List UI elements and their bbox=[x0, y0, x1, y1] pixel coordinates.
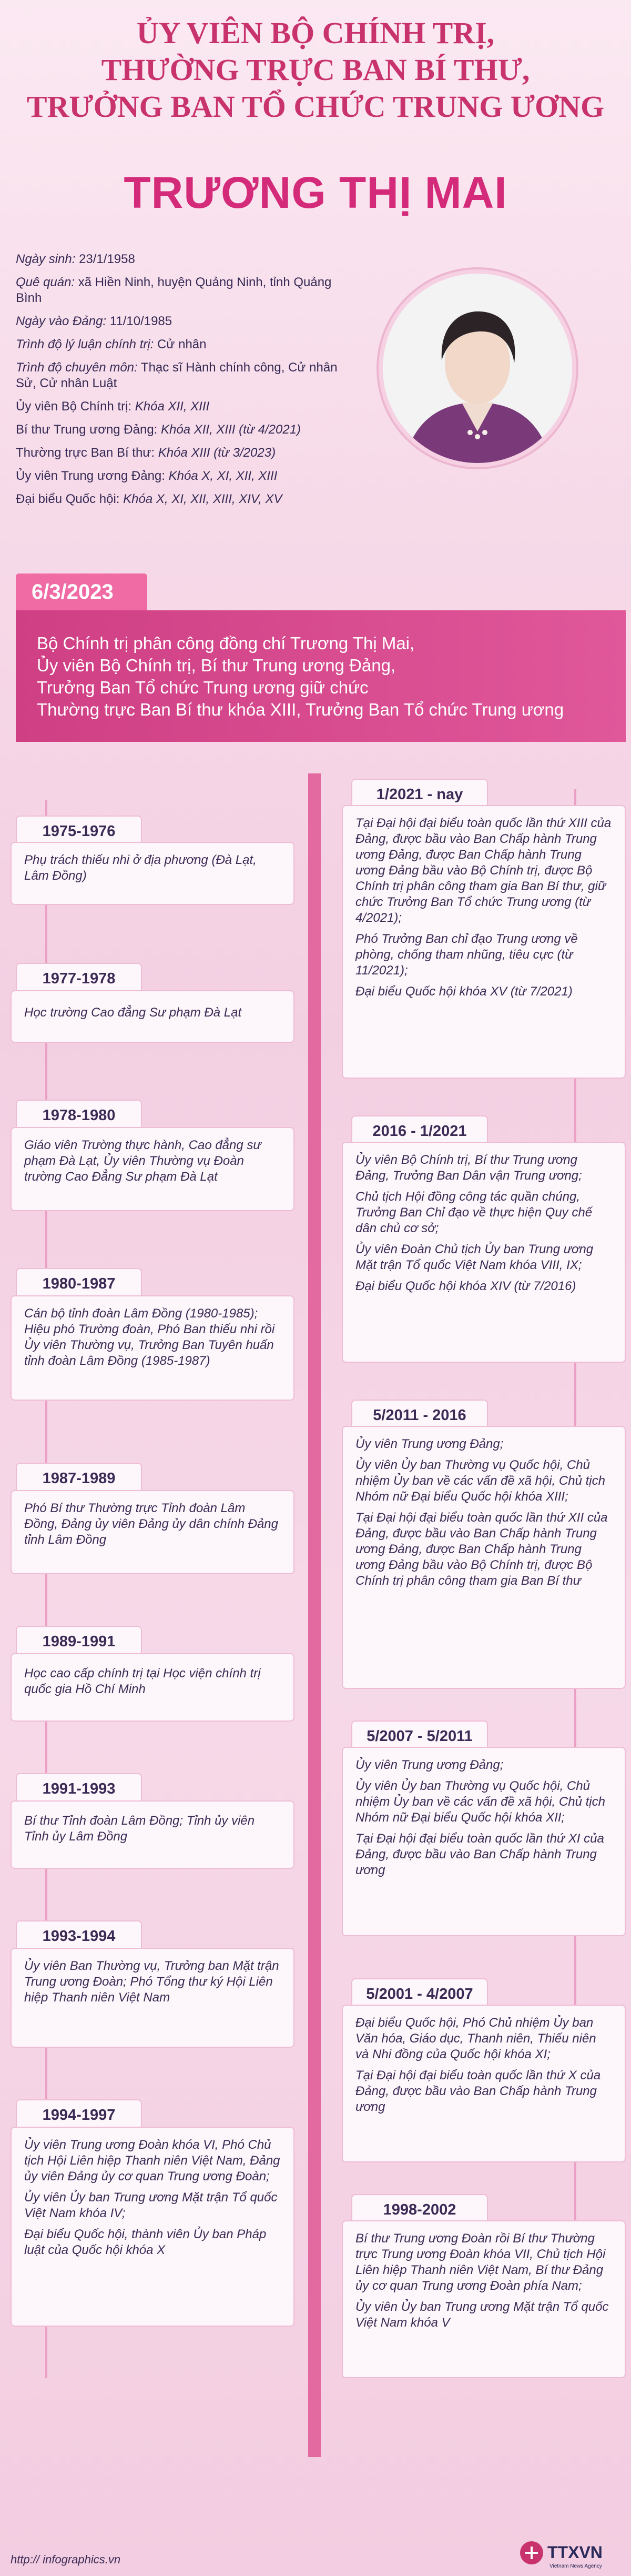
profile-row: Trình độ lý luận chính trị: Cử nhân bbox=[16, 337, 207, 351]
left-period-tag: 1993-1994 bbox=[16, 1920, 142, 1952]
headline-line-1: ỦY VIÊN BỘ CHÍNH TRỊ, bbox=[136, 16, 495, 50]
portrait-icon bbox=[383, 274, 572, 463]
right-period-tag: 1/2021 - nay bbox=[351, 779, 488, 810]
left-period-card: Giáo viên Trường thực hành, Cao đẳng sư phạm Đà Lạt, Ủy viên Thường vụ Đoàn trường Cao Đẳng Sư phạm Đà Lạt bbox=[11, 1127, 294, 1211]
profile-row: Bí thư Trung ương Đảng: Khóa XII, XIII (từ 4/2021) bbox=[16, 422, 301, 437]
left-period-card: Phụ trách thiếu nhi ở địa phương (Đà Lạt, Lâm Đồng) bbox=[11, 842, 294, 905]
headline-line-3: TRƯỞNG BAN TỔ CHỨC TRUNG ƯƠNG bbox=[26, 89, 605, 124]
profile-row: Ủy viên Bộ Chính trị: Khóa XII, XIII bbox=[16, 399, 210, 414]
left-period-card: Cán bộ tỉnh đoàn Lâm Đồng (1980-1985); Hiệu phó Trường đoàn, Phó Ban thiếu nhi rồi Ủy viên Thường vụ, Trưởng Ban Tuyên huấn tỉnh đoàn Lâm Đồng (1985-1987) bbox=[11, 1295, 294, 1401]
announcement-line: Trưởng Ban Tổ chức Trung ương giữ chức bbox=[37, 678, 369, 697]
left-period-card: Ủy viên Ban Thường vụ, Trưởng ban Mặt trận Trung ương Đoàn; Phó Tổng thư ký Hội Liên hiệp Thanh niên Việt Nam bbox=[11, 1948, 294, 2048]
left-period-tag: 1977-1978 bbox=[16, 963, 142, 994]
announcement-date: 6/3/2023 bbox=[16, 573, 147, 610]
right-period-tag: 5/2007 - 5/2011 bbox=[351, 1720, 488, 1752]
right-period-tag: 5/2001 - 4/2007 bbox=[351, 1978, 488, 2010]
logo-text: TTXVN bbox=[547, 2543, 603, 2562]
left-period-tag: 1978-1980 bbox=[16, 1100, 142, 1131]
announcement-line: Thường trực Ban Bí thư khóa XIII, Trưởng Ban Tổ chức Trung ương bbox=[37, 700, 564, 719]
profile-row: Trình độ chuyên môn: Thạc sĩ Hành chính công, Cử nhân Sử, Cử nhân Luật bbox=[16, 360, 338, 390]
right-period-tag: 1998-2002 bbox=[351, 2194, 488, 2226]
profile-row: Ủy viên Trung ương Đảng: Khóa X, XI, XII, XIII bbox=[16, 469, 278, 483]
portrait-photo bbox=[383, 274, 572, 463]
announcement-box bbox=[16, 610, 626, 742]
person-name: TRƯƠNG THỊ MAI bbox=[124, 168, 507, 217]
footer-url[interactable]: http:// infographics.vn bbox=[11, 2553, 121, 2566]
left-period-tag: 1987-1989 bbox=[16, 1463, 142, 1494]
right-period-tag: 2016 - 1/2021 bbox=[351, 1115, 488, 1147]
ttxvn-logo-icon bbox=[518, 2537, 618, 2571]
profile-facts bbox=[16, 251, 394, 515]
right-period-card: Ủy viên Bộ Chính trị, Bí thư Trung ương Đảng, Trưởng Ban Dân vận Trung ương; Chủ tịch Hội đồng công tác quần chúng, Trưởng Ban Chỉ đạo về thực hiện Quy chế dân chủ cơ sở; Ủy viên Đoàn Chủ tịch Ủy ban Trung ương Mặt trận Tổ quốc Việt Nam khóa VIII, IX; Đại biểu Quốc hội khóa XIV (từ 7/2016) bbox=[342, 1142, 626, 1363]
announcement-line: Bộ Chính trị phân công đồng chí Trương Thị Mai, bbox=[37, 633, 415, 653]
left-period-card: Ủy viên Trung ương Đoàn khóa VI, Phó Chủ tịch Hội Liên hiệp Thanh niên Việt Nam, Đảng ủy viên Đảng ủy cơ quan Trung ương Đoàn; Ủy viên Ủy ban Trung ương Mặt trận Tổ quốc Việt Nam khóa IV; Đại biểu Quốc hội, thành viên Ủy ban Pháp luật của Quốc hội khóa X bbox=[11, 2127, 294, 2327]
left-period-tag: 1994-1997 bbox=[16, 2099, 142, 2131]
right-period-card: Đại biểu Quốc hội, Phó Chủ nhiệm Ủy ban Văn hóa, Giáo dục, Thanh niên, Thiếu niên và Nhi đồng của Quốc hội khóa XI; Tại Đại hội đại biểu toàn quốc lần thứ X của Đảng, được bầu vào Ban Chấp hành Trung ương bbox=[342, 2005, 626, 2162]
headline-line-2: THƯỜNG TRỰC BAN BÍ THƯ, bbox=[101, 53, 530, 87]
profile-row: Thường trực Ban Bí thư: Khóa XIII (từ 3/2023) bbox=[16, 446, 276, 460]
left-period-tag: 1980-1987 bbox=[16, 1268, 142, 1300]
left-period-tag: 1991-1993 bbox=[16, 1773, 142, 1805]
right-period-tag: 5/2011 - 2016 bbox=[351, 1400, 488, 1431]
profile-row: Quê quán: xã Hiền Ninh, huyện Quảng Ninh, tỉnh Quảng Bình bbox=[16, 275, 332, 305]
timeline-spine bbox=[308, 773, 321, 2457]
headline-title bbox=[0, 15, 631, 125]
profile-row: Đại biểu Quốc hội: Khóa X, XI, XII, XIII, XIV, XV bbox=[16, 492, 282, 506]
left-period-card: Phó Bí thư Thường trực Tỉnh đoàn Lâm Đồng, Đảng ủy viên Đảng ủy dân chính Đảng tỉnh Lâm Đồng bbox=[11, 1490, 294, 1574]
left-period-card: Học cao cấp chính trị tại Học viện chính trị quốc gia Hồ Chí Minh bbox=[11, 1653, 294, 1722]
left-period-tag: 1989-1991 bbox=[16, 1626, 142, 1657]
announcement-line: Ủy viên Bộ Chính trị, Bí thư Trung ương Đảng, bbox=[37, 656, 396, 675]
right-period-card: Bí thư Trung ương Đoàn rồi Bí thư Thường trực Trung ương Đoàn khóa VII, Chủ tịch Hội Liên hiệp Thanh niên Việt Nam, Bí thư Đảng ủy cơ quan Trung ương Đoàn phía Nam; Ủy viên Ủy ban Trung ương Mặt trận Tổ quốc Việt Nam khóa V bbox=[342, 2220, 626, 2378]
ttxvn-logo bbox=[518, 2537, 618, 2571]
right-period-card: Ủy viên Trung ương Đảng; Ủy viên Ủy ban Thường vụ Quốc hội, Chủ nhiệm Ủy ban về các vấn đề xã hội, Chủ tịch Nhóm nữ Đại biểu Quốc hội khóa XII; Tại Đại hội đại biểu toàn quốc lần thứ XI của Đảng, được bầu vào Ban Chấp hành Trung ương bbox=[342, 1747, 626, 1936]
right-period-card: Tại Đại hội đại biểu toàn quốc lần thứ XIII của Đảng, được bầu vào Ban Chấp hành Trung ương Đảng, được Ban Chấp hành Trung ương Đảng bầu vào Bộ Chính trị, được Bộ Chính trị phân công tham gia Ban Bí thư, giữ chức Trưởng Ban Tổ chức Trung ương (từ 4/2021); Phó Trưởng Ban chỉ đạo Trung ương về phòng, chống tham nhũng, tiêu cực (từ 11/2021); Đại biểu Quốc hội khóa XV (từ 7/2021) bbox=[342, 805, 626, 1079]
logo-subtext: Vietnam News Agency bbox=[549, 2563, 602, 2569]
left-period-card: Học trường Cao đẳng Sư phạm Đà Lạt bbox=[11, 990, 294, 1043]
left-period-card: Bí thư Tỉnh đoàn Lâm Đồng; Tỉnh ủy viên Tỉnh ủy Lâm Đồng bbox=[11, 1800, 294, 1869]
right-period-card: Ủy viên Trung ương Đảng; Ủy viên Ủy ban Thường vụ Quốc hội, Chủ nhiệm Ủy ban về các vấn đề xã hội, Chủ tịch Nhóm nữ Đại biểu Quốc hội khóa XIII; Tại Đại hội đại biểu toàn quốc lần thứ XII của Đảng, được bầu vào Ban Chấp hành Trung ương Đảng, được Ban Chấp hành Trung ương Đảng bầu vào Bộ Chính trị, được Bộ Chính trị phân công tham gia Ban Bí thư bbox=[342, 1426, 626, 1689]
left-period-tag: 1975-1976 bbox=[16, 816, 142, 847]
profile-row: Ngày vào Đảng: 11/10/1985 bbox=[16, 314, 172, 328]
profile-row: Ngày sinh: 23/1/1958 bbox=[16, 252, 135, 266]
